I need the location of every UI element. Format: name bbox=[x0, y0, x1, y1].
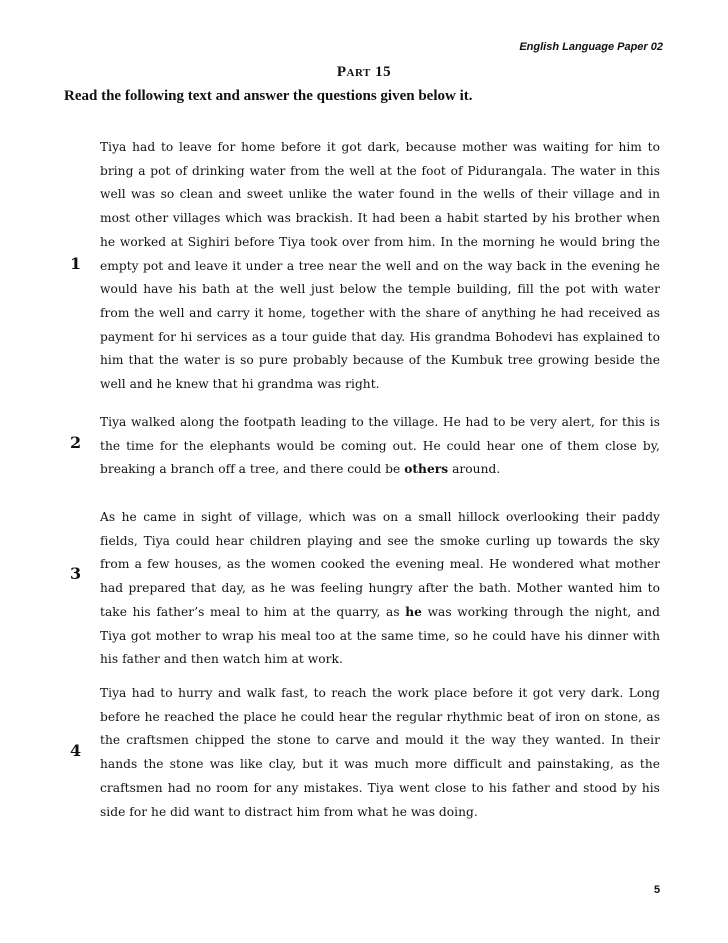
paragraph-number-4: 4 bbox=[70, 741, 82, 760]
paragraph-number-3: 3 bbox=[70, 564, 82, 583]
paragraph-3-text-end: was working through the night, and Tiya got mother to wrap his meal too at the same time, so he could have his dinner with his father and then watch him at work. bbox=[100, 604, 660, 667]
paragraph-3-text: As he came in sight of village, which was on a small hillock overlooking their paddy fields, Tiya could hear children playing and see the smoke curling up towards the sky from a few houses, as the women cooked the evening meal. He wondered what mother had prepared that day, as he was feeling hungry after the bath. Mother wanted him to take his father’s meal to him at the quarry, as bbox=[100, 510, 660, 619]
paragraph-3 bbox=[100, 506, 660, 672]
paragraph-number-2: 2 bbox=[70, 433, 82, 452]
paragraph-2-text: Tiya walked along the footpath leading to the village. He had to be very alert, for this is the time for the elephants would be coming out. He could hear one of them close by, breaking a branch off a tree, and there could be bbox=[100, 415, 660, 477]
paragraph-2 bbox=[100, 411, 660, 482]
part-title: Part 15 bbox=[336, 64, 392, 80]
page-number: 5 bbox=[654, 884, 661, 896]
paragraph-number-1: 1 bbox=[70, 254, 82, 273]
paragraph-4: Tiya had to hurry and walk fast, to reach the work place before it got very dark. Long before he reached the place he could hear the regular rhythmic beat of iron on stone, as the craftsmen chipped the stone to carve and mould it the way they wanted. In their hands the stone was like clay, but it was much more difficult and painstaking, as the craftsmen had no room for any mistakes. Tiya went close to his father and stood by his side for he did want to distract him from what he was doing. bbox=[100, 686, 660, 819]
paragraph-2-text-end: around. bbox=[448, 462, 501, 477]
paper-title: English Language Paper 02 bbox=[519, 41, 663, 53]
emphasized-word-he: he bbox=[405, 604, 422, 619]
emphasized-word-others: others bbox=[404, 462, 449, 477]
paragraph-1: Tiya had to leave for home before it got dark, because mother was waiting for him to bring a pot of drinking water from the well at the foot of Pidurangala. The water in this well was so clean and sweet unlike the water found in the wells of their village and in most other villages which was brackish. It had been a habit started by his brother when he worked at Sighiri before Tiya took over from him. In the morning he would bring the empty pot and leave it under a tree near the well and on the way back in the evening he would have his bath at the well just below the temple building, fill the pot with water from the well and carry it home, together with the share of anything he had received as payment for hi services as a tour guide that day. His grandma Bohodevi has explained to him that the water is so pure probably because of the Kumbuk tree growing beside the well and he knew that hi grandma was right. bbox=[100, 140, 660, 392]
instruction: Read the following text and answer the questions given below it. bbox=[64, 88, 473, 104]
